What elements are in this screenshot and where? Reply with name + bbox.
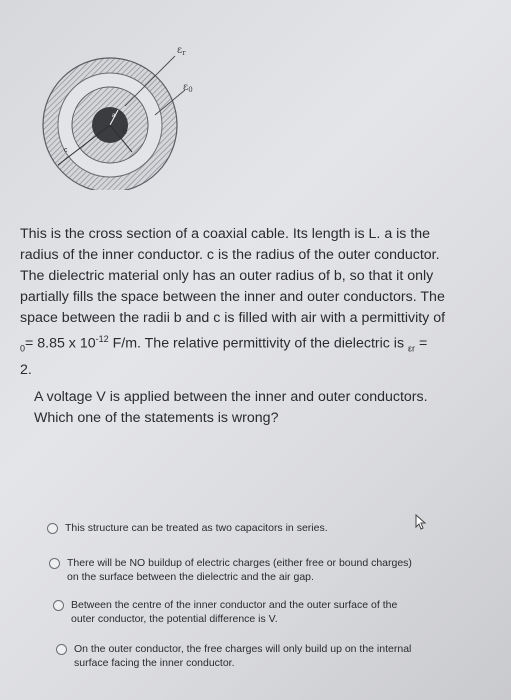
question-line bbox=[20, 329, 490, 360]
permittivity-value: = 8.85 x 10 bbox=[25, 335, 96, 352]
option-text: This structure can be treated as two capacitors in series. bbox=[65, 522, 328, 534]
question-paragraph bbox=[20, 224, 490, 381]
option-text: Between the centre of the inner conductor and the outer surface of the bbox=[71, 599, 398, 611]
relative-permittivity-symbol: εr bbox=[407, 343, 415, 354]
label-er: $\varepsilon_r$ bbox=[177, 45, 186, 57]
option-text: On the outer conductor, the free charges will only build up on the internal bbox=[74, 643, 412, 655]
equals-sign: = bbox=[415, 335, 428, 352]
epsilon-zero-subscript: 0 bbox=[20, 343, 26, 354]
radio-button[interactable] bbox=[53, 600, 64, 611]
question-line: space between the radii b and c is filled with air with a permittivity of bbox=[20, 310, 446, 326]
option-text: outer conductor, the potential difference is V. bbox=[71, 613, 278, 625]
label-c: c bbox=[64, 147, 68, 154]
prompt-line: Which one of the statements is wrong? bbox=[34, 410, 279, 426]
answer-option-3[interactable] bbox=[53, 598, 473, 626]
answer-option-2[interactable] bbox=[49, 556, 479, 584]
permittivity-unit: F/m. The relative permittivity of the dielectric is bbox=[108, 335, 408, 352]
exponent: -12 bbox=[95, 334, 109, 344]
label-a: a bbox=[112, 113, 116, 119]
question-line: The dielectric material only has an outer radius of b, so that it only bbox=[20, 268, 434, 284]
option-text: on the surface between the dielectric and the air gap. bbox=[67, 571, 314, 583]
label-b: b bbox=[123, 129, 127, 136]
question-line: This is the cross section of a coaxial cable. Its length is L. a is the bbox=[20, 226, 431, 242]
option-text: surface facing the inner conductor. bbox=[74, 657, 235, 669]
label-eo: $\varepsilon_0$ bbox=[183, 82, 193, 94]
question-prompt bbox=[34, 387, 474, 429]
prompt-line: A voltage V is applied between the inner and outer conductors. bbox=[34, 389, 428, 405]
question-line: 2. bbox=[20, 361, 32, 378]
radio-button[interactable] bbox=[47, 523, 58, 534]
radio-button[interactable] bbox=[56, 644, 67, 655]
answer-option-1[interactable] bbox=[47, 521, 467, 535]
option-text: There will be NO buildup of electric charges (either free or bound charges) bbox=[67, 557, 412, 569]
radio-button[interactable] bbox=[49, 558, 60, 569]
answer-option-4[interactable] bbox=[56, 642, 476, 670]
coax-cross-section-diagram bbox=[20, 0, 240, 190]
question-line: radius of the inner conductor. c is the radius of the outer conductor. bbox=[20, 247, 440, 263]
question-line: partially fills the space between the inner and outer conductors. The bbox=[20, 289, 445, 305]
